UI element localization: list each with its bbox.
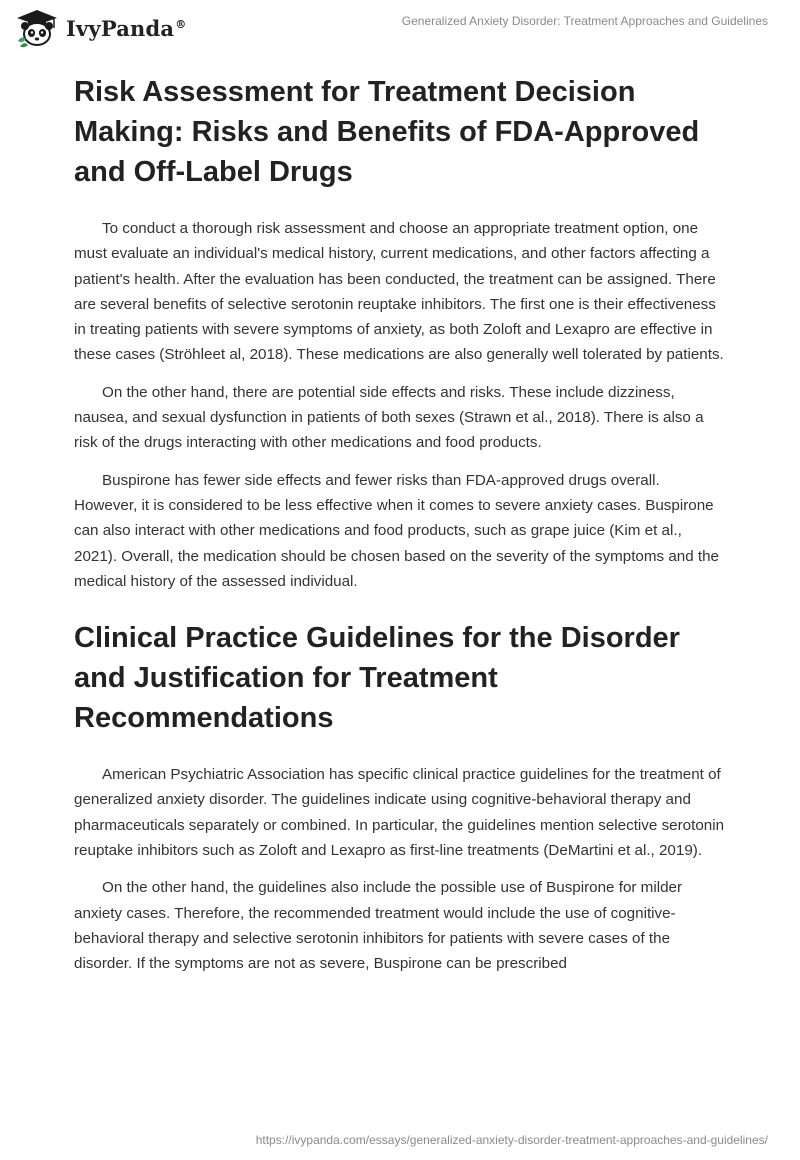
section-heading-risk-assessment: Risk Assessment for Treatment Decision Making: Risks and Benefits of FDA-Approved and Off-Label Drugs bbox=[74, 76, 700, 188]
panda-graduate-icon bbox=[14, 8, 60, 48]
page-header bbox=[0, 0, 800, 60]
paragraph: To conduct a thorough risk assessment and choose an appropriate treatment option, one must evaluate an individual's medical history, current medications, and other factors affecting a patient's health. After the evaluation has been conducted, the treatment can be assigned. There are several benefits of selective serotonin reuptake inhibitors. The first one is their effectiveness in treating patients with severe symptoms of anxiety, as both Zoloft and Lexapro are effective in these cases (Ströhleet al, 2018). These medications are also generally well tolerated by patients. bbox=[74, 220, 724, 364]
paragraph: American Psychiatric Association has specific clinical practice guidelines for the treatment of generalized anxiety disorder. The guidelines indicate using cognitive-behavioral therapy and pharmaceuticals separately or combined. In particular, the guidelines mention selective serotonin reuptake inhibitors such as Zoloft and Lexapro as first-line treatments (DeMartini et al., 2019). bbox=[74, 766, 725, 860]
document-title: Generalized Anxiety Disorder: Treatment Approaches and Guidelines bbox=[401, 14, 768, 28]
article-body bbox=[74, 72, 726, 989]
registered-mark: ® bbox=[175, 17, 187, 31]
source-url[interactable]: https://ivypanda.com/essays/generalized-anxiety-disorder-treatment-approaches-and-guidelines/ bbox=[255, 1133, 768, 1147]
paragraph: On the other hand, there are potential side effects and risks. These include dizziness, nausea, and sexual dysfunction in patients of both sexes (Strawn et al., 2018). There is also a risk of the drugs interacting with other medications and food products. bbox=[74, 383, 704, 452]
paragraph: Buspirone has fewer side effects and fewer risks than FDA-approved drugs overall. However, it is considered to be less effective when it comes to severe anxiety cases. Buspirone can also interact with other medications and food products, such as grape juice (Kim et al., 2021). Overall, the medication should be chosen based on the severity of the symptoms and the medical history of the assessed individual. bbox=[74, 471, 720, 590]
ivypanda-logo[interactable] bbox=[14, 8, 186, 48]
section-heading-clinical-guidelines: Clinical Practice Guidelines for the Disorder and Justification for Treatment Recommendations bbox=[74, 622, 680, 735]
logo-wordmark: IvyPanda® bbox=[66, 15, 187, 41]
paragraph: On the other hand, the guidelines also include the possible use of Buspirone for milder anxiety cases. Therefore, the recommended treatment would include the use of cognitive-behavioral therapy and selective serotonin inhibitors for patients with severe cases of the disorder. If the symptoms are not as severe, Buspirone can be prescribed bbox=[74, 879, 683, 973]
